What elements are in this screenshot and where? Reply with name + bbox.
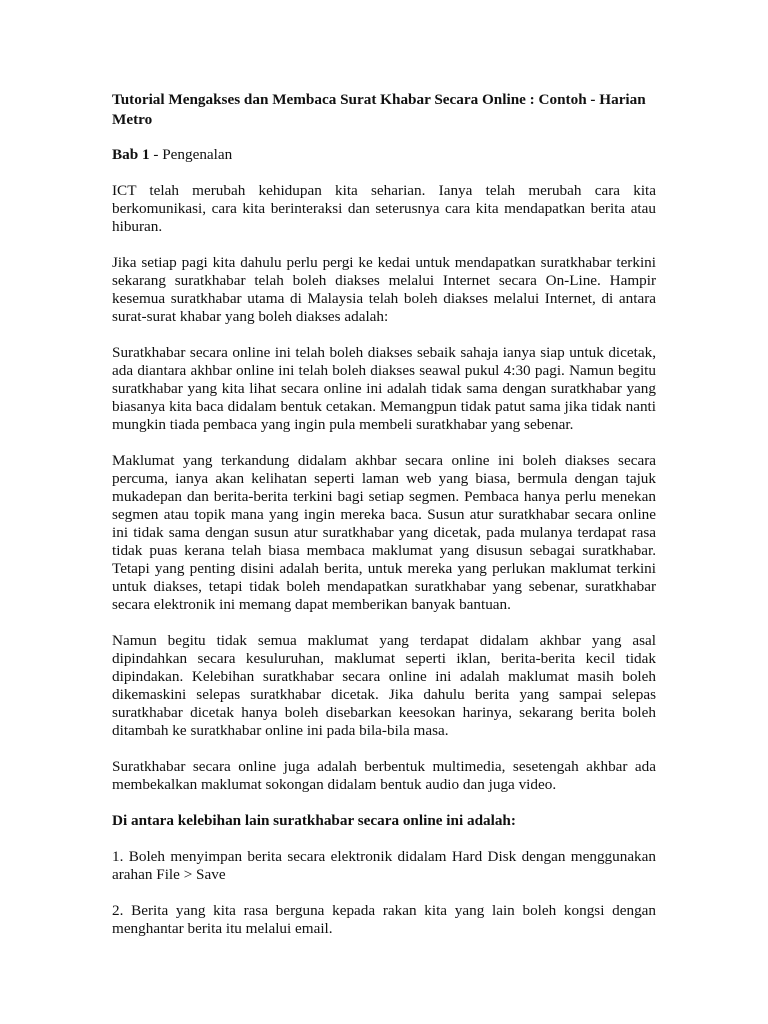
paragraph-2: Jika setiap pagi kita dahulu perlu pergi ke kedai untuk mendapatkan suratkhabar terkini sekarang suratkhabar telah boleh diakses melalui Internet secara On-Line. Hampir kesemua suratkhabar utama di Malaysia telah boleh diakses melalui Internet, di antara surat-surat khabar yang boleh diakses adalah:: [112, 254, 656, 325]
paragraph-3: Suratkhabar secara online ini telah boleh diakses sebaik sahaja ianya siap untuk dicetak, ada diantara akhbar online ini telah boleh diakses seawal pukul 4:30 pagi. Namun begitu suratkhabar yang kita lihat secara online ini adalah tidak sama dengan suratkhabar yang biasanya kita baca didalam bentuk cetakan. Memangpun tidak patut sama jika tidak nanti mungkin tiada pembaca yang ingin pula membeli suratkhabar yang sebenar.: [112, 344, 656, 433]
paragraph-6: Suratkhabar secara online juga adalah berbentuk multimedia, sesetengah akhbar ada membekalkan maklumat sokongan didalam bentuk audio dan juga video.: [112, 758, 656, 793]
paragraph-5: Namun begitu tidak semua maklumat yang terdapat didalam akhbar yang asal dipindahkan secara kesuluruhan, maklumat seperti iklan, berita-berita kecil tidak dipindakan. Kelebihan suratkhabar secara online ini adalah maklumat masih boleh dikemaskini selepas suratkhabar dicetak. Jika dahulu berita yang sampai selepas suratkhabar dicetak hanya boleh disebarkan keesokan harinya, sekarang berita boleh ditambah ke suratkhabar online ini pada bila-bila masa.: [112, 632, 656, 739]
document-page: [112, 90, 656, 956]
paragraph-4: Maklumat yang terkandung didalam akhbar secara online ini boleh diakses secara percuma, ianya akan kelihatan seperti laman web yang biasa, bermula dengan tajuk mukadepan dan berita-berita terkini bagi setiap segmen. Pembaca hanya perlu menekan segmen atau topik mana yang ingin mereka baca. Susun atur suratkhabar secara online ini tidak sama dengan susun atur suratkhabar yang dicetak, pada mulanya terdapat rasa tidak puas kerana telah biasa membaca maklumat yang disusun sebagai suratkhabar. Tetapi yang penting disini adalah berita, untuk mereka yang perlukan maklumat terkini untuk diakses, tetapi tidak boleh mendapatkan suratkhabar yang sebenar, suratkhabar secara elektronik ini memang dapat memberikan banyak bantuan.: [112, 452, 656, 613]
advantage-item-2: 2. Berita yang kita rasa berguna kepada rakan kita yang lain boleh kongsi dengan menghantar berita itu melalui email.: [112, 902, 656, 937]
advantage-item-1: 1. Boleh menyimpan berita secara elektronik didalam Hard Disk dengan menggunakan arahan File > Save: [112, 848, 656, 883]
paragraph-1: ICT telah merubah kehidupan kita seharian. Ianya telah merubah cara kita berkomunikasi, cara kita berinteraksi dan seterusnya cara kita mendapatkan berita atau hiburan.: [112, 182, 656, 235]
document-title: Tutorial Mengakses dan Membaca Surat Khabar Secara Online : Contoh - Harian Metro: [112, 91, 646, 128]
chapter-heading: [112, 146, 656, 164]
advantages-heading: Di antara kelebihan lain suratkhabar secara online ini adalah:: [112, 812, 516, 829]
chapter-subtitle: - Pengenalan: [149, 146, 233, 163]
chapter-label: Bab 1: [112, 146, 150, 163]
